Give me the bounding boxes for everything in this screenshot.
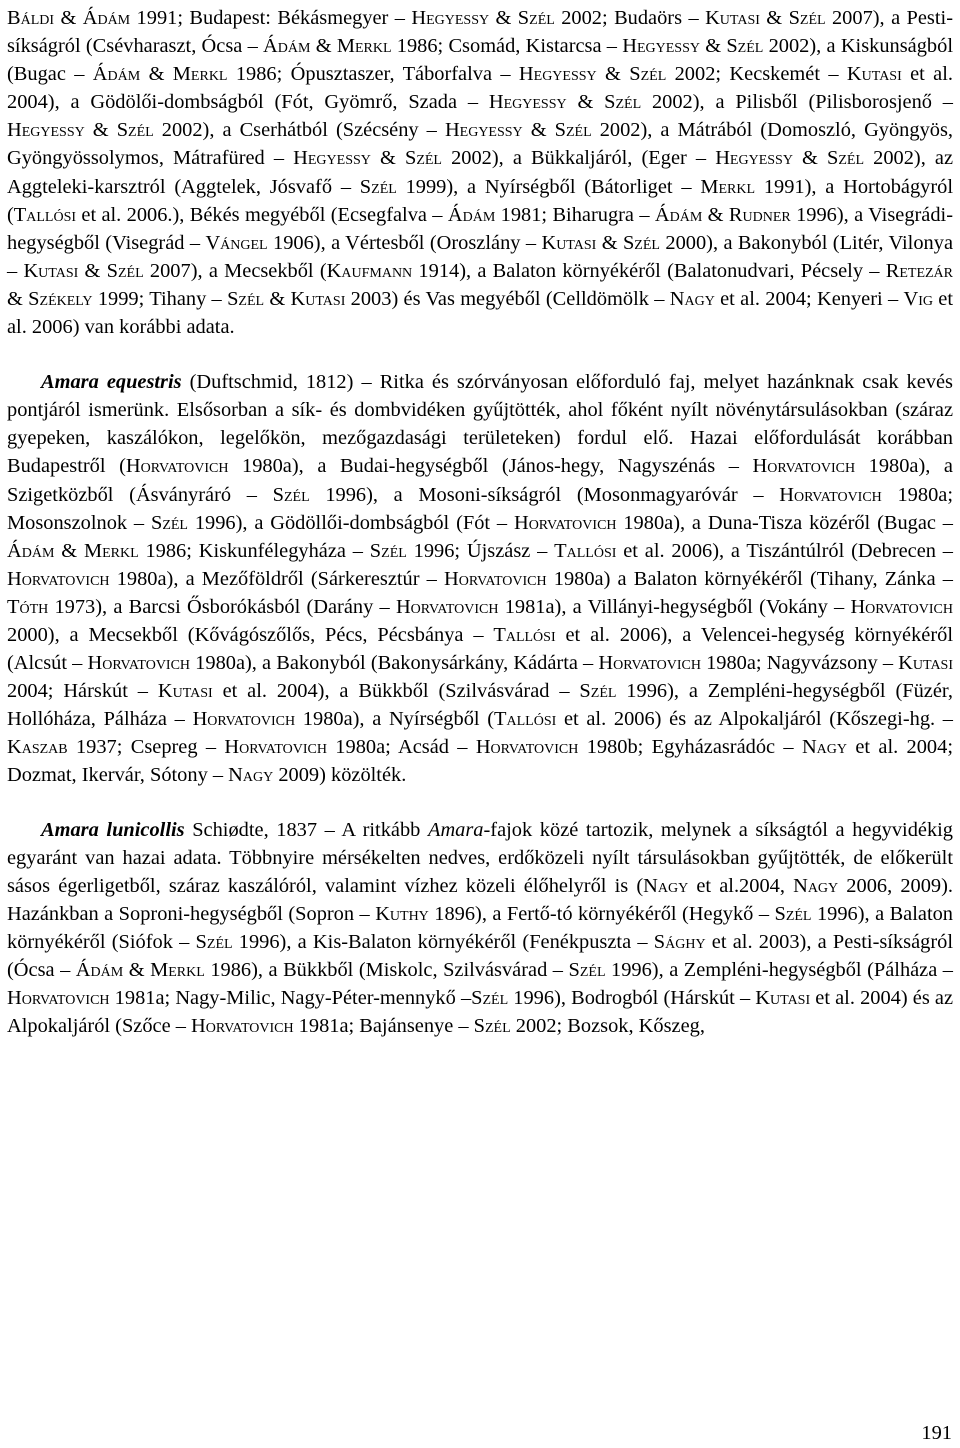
- author-name: Horvatovich: [850, 595, 953, 618]
- author-name: Kutasi: [541, 231, 597, 254]
- author-name: Merkl: [83, 539, 139, 562]
- text-run: 1973), a Barcsi Ősborókásból (Darány –: [48, 595, 396, 618]
- author-name: Szél: [788, 7, 826, 29]
- text-run: &: [792, 147, 828, 170]
- text-run: &: [264, 287, 291, 310]
- text-run: 2002), a Pilisből (Pilisborosjenő –: [641, 91, 954, 114]
- genus-name: Amara: [427, 818, 484, 841]
- text-run: 1991; Budapest: Békásmegyer –: [130, 7, 412, 29]
- author-name: Szél: [726, 35, 764, 58]
- text-run: 1996), a Visegrádi-hegységből (Visegrád –: [7, 203, 954, 254]
- text-run: 2002), a Kiskunságból (Bugac –: [7, 35, 953, 86]
- text-run: 2003) és Vas megyéből (Celldömölk –: [345, 287, 670, 310]
- text-run: &: [78, 259, 107, 282]
- author-name: Szél: [473, 1015, 511, 1038]
- text-run: et al. 2004), a Bükkből (Szilvásvárad –: [212, 680, 580, 703]
- author-name: Szél: [517, 7, 555, 29]
- author-name: Vig: [903, 287, 933, 310]
- text-run: 1999), a Nyírségből (Bátorliget –: [396, 175, 701, 198]
- text-run: 1981a), a Villányi-hegységből (Vokány –: [498, 595, 851, 618]
- author-name: Ádám: [82, 7, 131, 29]
- author-name: Horvatovich: [395, 595, 499, 618]
- author-name: Horvatovich: [779, 483, 882, 506]
- author-name: Horvatovich: [513, 511, 617, 534]
- author-name: Merkl: [150, 959, 205, 981]
- author-name: Szél: [404, 147, 442, 170]
- author-name: Tallósi: [493, 623, 556, 646]
- author-name: Szél: [554, 119, 592, 142]
- author-name: Horvatovich: [444, 567, 547, 590]
- author-name: Tallósi: [13, 203, 77, 226]
- text-run: 2002), a Cserhátból (Szécsény –: [153, 119, 445, 142]
- author-name: Szél: [827, 147, 865, 170]
- author-name: Szél: [604, 91, 642, 114]
- author-name: Tallósi: [494, 708, 557, 731]
- author-name: Szél: [272, 483, 310, 506]
- author-name: Hegyessy: [293, 147, 371, 170]
- text-run: 2002; Kecskemét –: [666, 63, 847, 86]
- text-run: 1980a), a Budai-hegységből (János-hegy, Nagyszénás –: [228, 455, 753, 478]
- text-run: 2002; Budaörs –: [554, 7, 706, 29]
- text-run: 1906), a Vértesből (Oroszlány –: [267, 231, 542, 254]
- text-run: et al. 2006), a Velencei-hegység környékéről (Alcsút –: [7, 623, 953, 675]
- text-run: &: [123, 959, 151, 981]
- text-run: &: [759, 7, 789, 29]
- text-run: 1981; Biharugra –: [495, 203, 655, 226]
- text-run: 1986; Csomád, Kistarcsa –: [391, 35, 623, 58]
- author-name: Horvatovich: [192, 708, 296, 731]
- author-name: Ádám: [75, 959, 124, 981]
- text-run: 1980a), a Nyírségből (: [295, 708, 495, 731]
- text-run: et al. 2004), a Gödölői-dombságból (Fót, Gyömrő, Szada –: [7, 63, 953, 114]
- species-name: Amara lunicollis: [41, 818, 185, 841]
- text-run: &: [699, 35, 727, 58]
- text-run: 1996), a Mosoni-síkságról (Mosonmagyaróvár –: [309, 483, 780, 506]
- author-name: Horvatovich: [87, 652, 191, 675]
- text-run: 1980a), a Szigetközből (Ásványráró –: [7, 455, 953, 506]
- text-run: et al. 2006), a Tiszántúlról (Debrecen –: [616, 539, 953, 562]
- text-run: 1980a; Mosonszolnok –: [7, 483, 953, 534]
- text-run: 1980b; Egyházasrádóc –: [578, 736, 802, 759]
- text-run: 1996; Újszász –: [406, 539, 555, 562]
- text-run: 2000), a Mecsekből (Kővágószőlős, Pécs, Pécsbánya –: [7, 623, 494, 646]
- author-name: Szél: [116, 119, 154, 142]
- text-run: &: [596, 231, 623, 254]
- author-name: Nagy: [228, 764, 274, 787]
- text-run: 1996), a Zempléni-hegységből (Pálháza –: [605, 959, 954, 981]
- author-name: Horvatovich: [475, 736, 579, 759]
- species-name: Amara equestris: [41, 371, 182, 394]
- paragraph-amara-lunicollis: [7, 816, 953, 1041]
- author-name: Horvatovich: [752, 455, 856, 478]
- author-name: Tóth: [7, 595, 49, 618]
- text-run: 1991), a Hortobágyról (: [7, 175, 953, 226]
- text-run: 1999; Tihany –: [92, 287, 228, 310]
- text-run: 2004; Hárskút –: [7, 680, 158, 703]
- text-run: 1996), a Gödöllői-dombságból (Fót –: [187, 511, 514, 534]
- text-run: &: [310, 35, 337, 58]
- text-run: (Duftschmid, 1812) – Ritka és szórványosan előforduló faj, melyet hazánknak csak kevés pontjáról ismerünk. Elsősorban a sík- és dombvidéken gyűjtötték, ahol főként nyílt növénytársulásokban (száraz gyepeken, kaszálókon, legelőkön, mezőgazdasági területeken) fordul elő. Hazai előfordulását korábban Budapestről (: [7, 371, 953, 478]
- text-run: &: [370, 147, 405, 170]
- author-name: Hegyessy: [488, 91, 567, 114]
- text-run: et al. 2006) van korábbi adata.: [7, 287, 953, 339]
- text-run: et al. 2004) és az Alpokaljáról (Szőce –: [7, 987, 954, 1038]
- page-number: 191: [921, 1422, 952, 1444]
- text-run: &: [522, 119, 555, 142]
- author-name: Nagy: [801, 736, 848, 759]
- text-run: et al. 2003), a Pesti-síkságról (Ócsa –: [7, 930, 953, 981]
- text-run: 1937; Csepreg –: [67, 736, 225, 759]
- author-name: Kutasi: [705, 7, 760, 29]
- text-run: 2002), a Bükkaljáról, (Eger –: [441, 147, 716, 170]
- author-name: Hegyessy: [622, 35, 700, 58]
- text-run: 1980a; Acsád –: [326, 736, 476, 759]
- text-run: &: [54, 539, 84, 562]
- author-name: Vángel: [205, 231, 268, 254]
- author-name: Kutasi: [846, 63, 902, 86]
- text-run: &: [596, 63, 630, 86]
- author-name: Kuthy: [375, 902, 429, 925]
- author-name: Kutasi: [290, 287, 346, 310]
- author-name: Szél: [622, 231, 660, 254]
- text-run: et al. 2006) és az Alpokaljáról (Kőszegi-hg. –: [556, 708, 953, 731]
- author-name: Hegyessy: [715, 147, 793, 170]
- author-name: Ádám: [7, 539, 55, 562]
- text-run: 1986), a Bükkből (Miskolc, Szilvásvárad –: [204, 959, 569, 981]
- text-run: &: [566, 91, 605, 114]
- text-run: &: [54, 7, 83, 29]
- author-name: Ádám: [92, 63, 141, 86]
- author-name: Székely: [28, 287, 93, 310]
- text-run: 2006, 2009). Hazánkban a Soproni-hegységből (Sopron –: [7, 874, 954, 925]
- author-name: Horvatovich: [598, 652, 701, 675]
- text-run: &: [84, 119, 117, 142]
- text-run: 2009) közölték.: [273, 764, 407, 787]
- text-run: 1986; Ópusztaszer, Táborfalva –: [227, 63, 519, 86]
- author-name: Ádám: [447, 203, 496, 226]
- author-name: Rudner: [728, 203, 791, 226]
- text-run: 2000), a Bakonyból (Litér, Vilonya –: [7, 231, 953, 282]
- author-name: Merkl: [336, 35, 392, 58]
- author-name: Hegyessy: [7, 119, 85, 142]
- text-run: 2002), az Aggteleki-karsztról (Aggtelek, Jósvafő –: [7, 147, 954, 198]
- text-run: et al. 2006.), Békés megyéből (Ecsegfalva –: [76, 203, 448, 226]
- author-name: Hegyessy: [444, 119, 523, 142]
- document-page: [7, 4, 953, 1040]
- author-name: Hegyessy: [518, 63, 597, 86]
- author-name: Horvatovich: [7, 987, 110, 1010]
- text-run: 2007), a Mecsekből (: [143, 259, 327, 282]
- author-name: Hegyessy: [411, 7, 490, 29]
- text-run: et al.2004,: [688, 874, 794, 897]
- text-run: 1981a; Bajánsenye –: [293, 1015, 474, 1038]
- author-name: Nagy: [643, 874, 689, 897]
- text-run: 1996), a Balaton környékéről (Siófok –: [7, 902, 954, 953]
- text-run: 1996), a Kis-Balaton környékéről (Fenékpuszta –: [232, 930, 654, 953]
- author-name: Szél: [471, 987, 509, 1010]
- author-name: Kutasi: [898, 652, 953, 675]
- text-run: 1986; Kiskunfélegyháza –: [138, 539, 370, 562]
- author-name: Horvatovich: [7, 567, 110, 590]
- paragraph-amara-equestris: [7, 368, 953, 789]
- text-run: et al. 2004; Dozmat, Ikervár, Sótony –: [7, 736, 953, 787]
- text-run: 1996), a Zempléni-hegységből (Füzér, Hollóháza, Pálháza –: [7, 680, 953, 731]
- author-name: Szél: [579, 680, 617, 703]
- author-name: Horvatovich: [191, 1015, 294, 1038]
- text-run: et al. 2004; Kenyeri –: [714, 287, 904, 310]
- author-name: Merkl: [172, 63, 228, 86]
- text-run: 1980a), a Bakonyból (Bakonysárkány, Kádárta –: [190, 652, 599, 675]
- author-name: Szél: [195, 930, 233, 953]
- author-name: Nagy: [793, 874, 839, 897]
- author-name: Szél: [106, 259, 144, 282]
- text-run: 1980a), a Duna-Tisza közéről (Bugac –: [616, 511, 953, 534]
- text-run: 1996), Bodrogból (Hárskút –: [508, 987, 756, 1010]
- text-run: -fajok közé tartozik, melynek a síkságtól a hegyvidékig egyaránt van hazai adata. Többnyire mérsékelten nedves, erdőközeli nyílt társulásokban gyűjtötték, de előkerült sásos égerligetből, száraz kaszálóról, valamint vízhez közeli élőhelyről is (: [7, 818, 953, 897]
- author-name: Szél: [774, 902, 812, 925]
- author-name: Sághy: [653, 930, 706, 953]
- text-run: 2007), a Pesti-síkságról (Csévharaszt, Ócsa –: [7, 7, 953, 58]
- author-name: Kutasi: [755, 987, 811, 1010]
- author-name: Nagy: [669, 287, 715, 310]
- author-name: Báldi: [7, 7, 55, 29]
- author-name: Szél: [369, 539, 407, 562]
- text-run: 1980a; Nagyvázsony –: [700, 652, 899, 675]
- author-name: Szél: [629, 63, 667, 86]
- author-name: Kutasi: [157, 680, 213, 703]
- text-run: &: [7, 287, 29, 310]
- author-name: Retezár: [885, 259, 954, 282]
- author-name: Kaufmann: [326, 259, 413, 282]
- author-name: Szél: [227, 287, 265, 310]
- text-run: 1914), a Balaton környékéről (Balatonudvari, Pécsely –: [412, 259, 886, 282]
- text-run: 2002), a Mátrából (Domoszló, Gyöngyös, Gyöngyössolymos, Mátrafüred –: [7, 119, 953, 170]
- text-run: 1980a), a Mezőföldről (Sárkeresztúr –: [109, 567, 445, 590]
- author-name: Horvatovich: [125, 455, 229, 478]
- text-run: Schiødte, 1837 – A ritkább: [184, 818, 428, 841]
- text-run: 2002; Bozsok, Kőszeg,: [510, 1015, 705, 1038]
- author-name: Szél: [568, 959, 606, 981]
- text-run: 1981a; Nagy-Milic, Nagy-Péter-mennykő –: [109, 987, 472, 1010]
- author-name: Kaszab: [7, 736, 68, 759]
- text-run: &: [489, 7, 518, 29]
- author-name: Szél: [359, 175, 397, 198]
- author-name: Kutasi: [23, 259, 79, 282]
- text-run: &: [140, 63, 173, 86]
- author-name: Ádám: [263, 35, 311, 58]
- author-name: Szél: [150, 511, 188, 534]
- author-name: Ádám: [654, 203, 703, 226]
- author-name: Horvatovich: [224, 736, 327, 759]
- author-name: Merkl: [700, 175, 756, 198]
- paragraph-distribution-continued: [7, 4, 953, 341]
- text-run: 1980a) a Balaton környékéről (Tihany, Zánka –: [546, 567, 954, 590]
- text-run: 1896), a Fertő-tó környékéről (Hegykő –: [428, 902, 775, 925]
- author-name: Tallósi: [554, 539, 617, 562]
- text-run: &: [702, 203, 729, 226]
